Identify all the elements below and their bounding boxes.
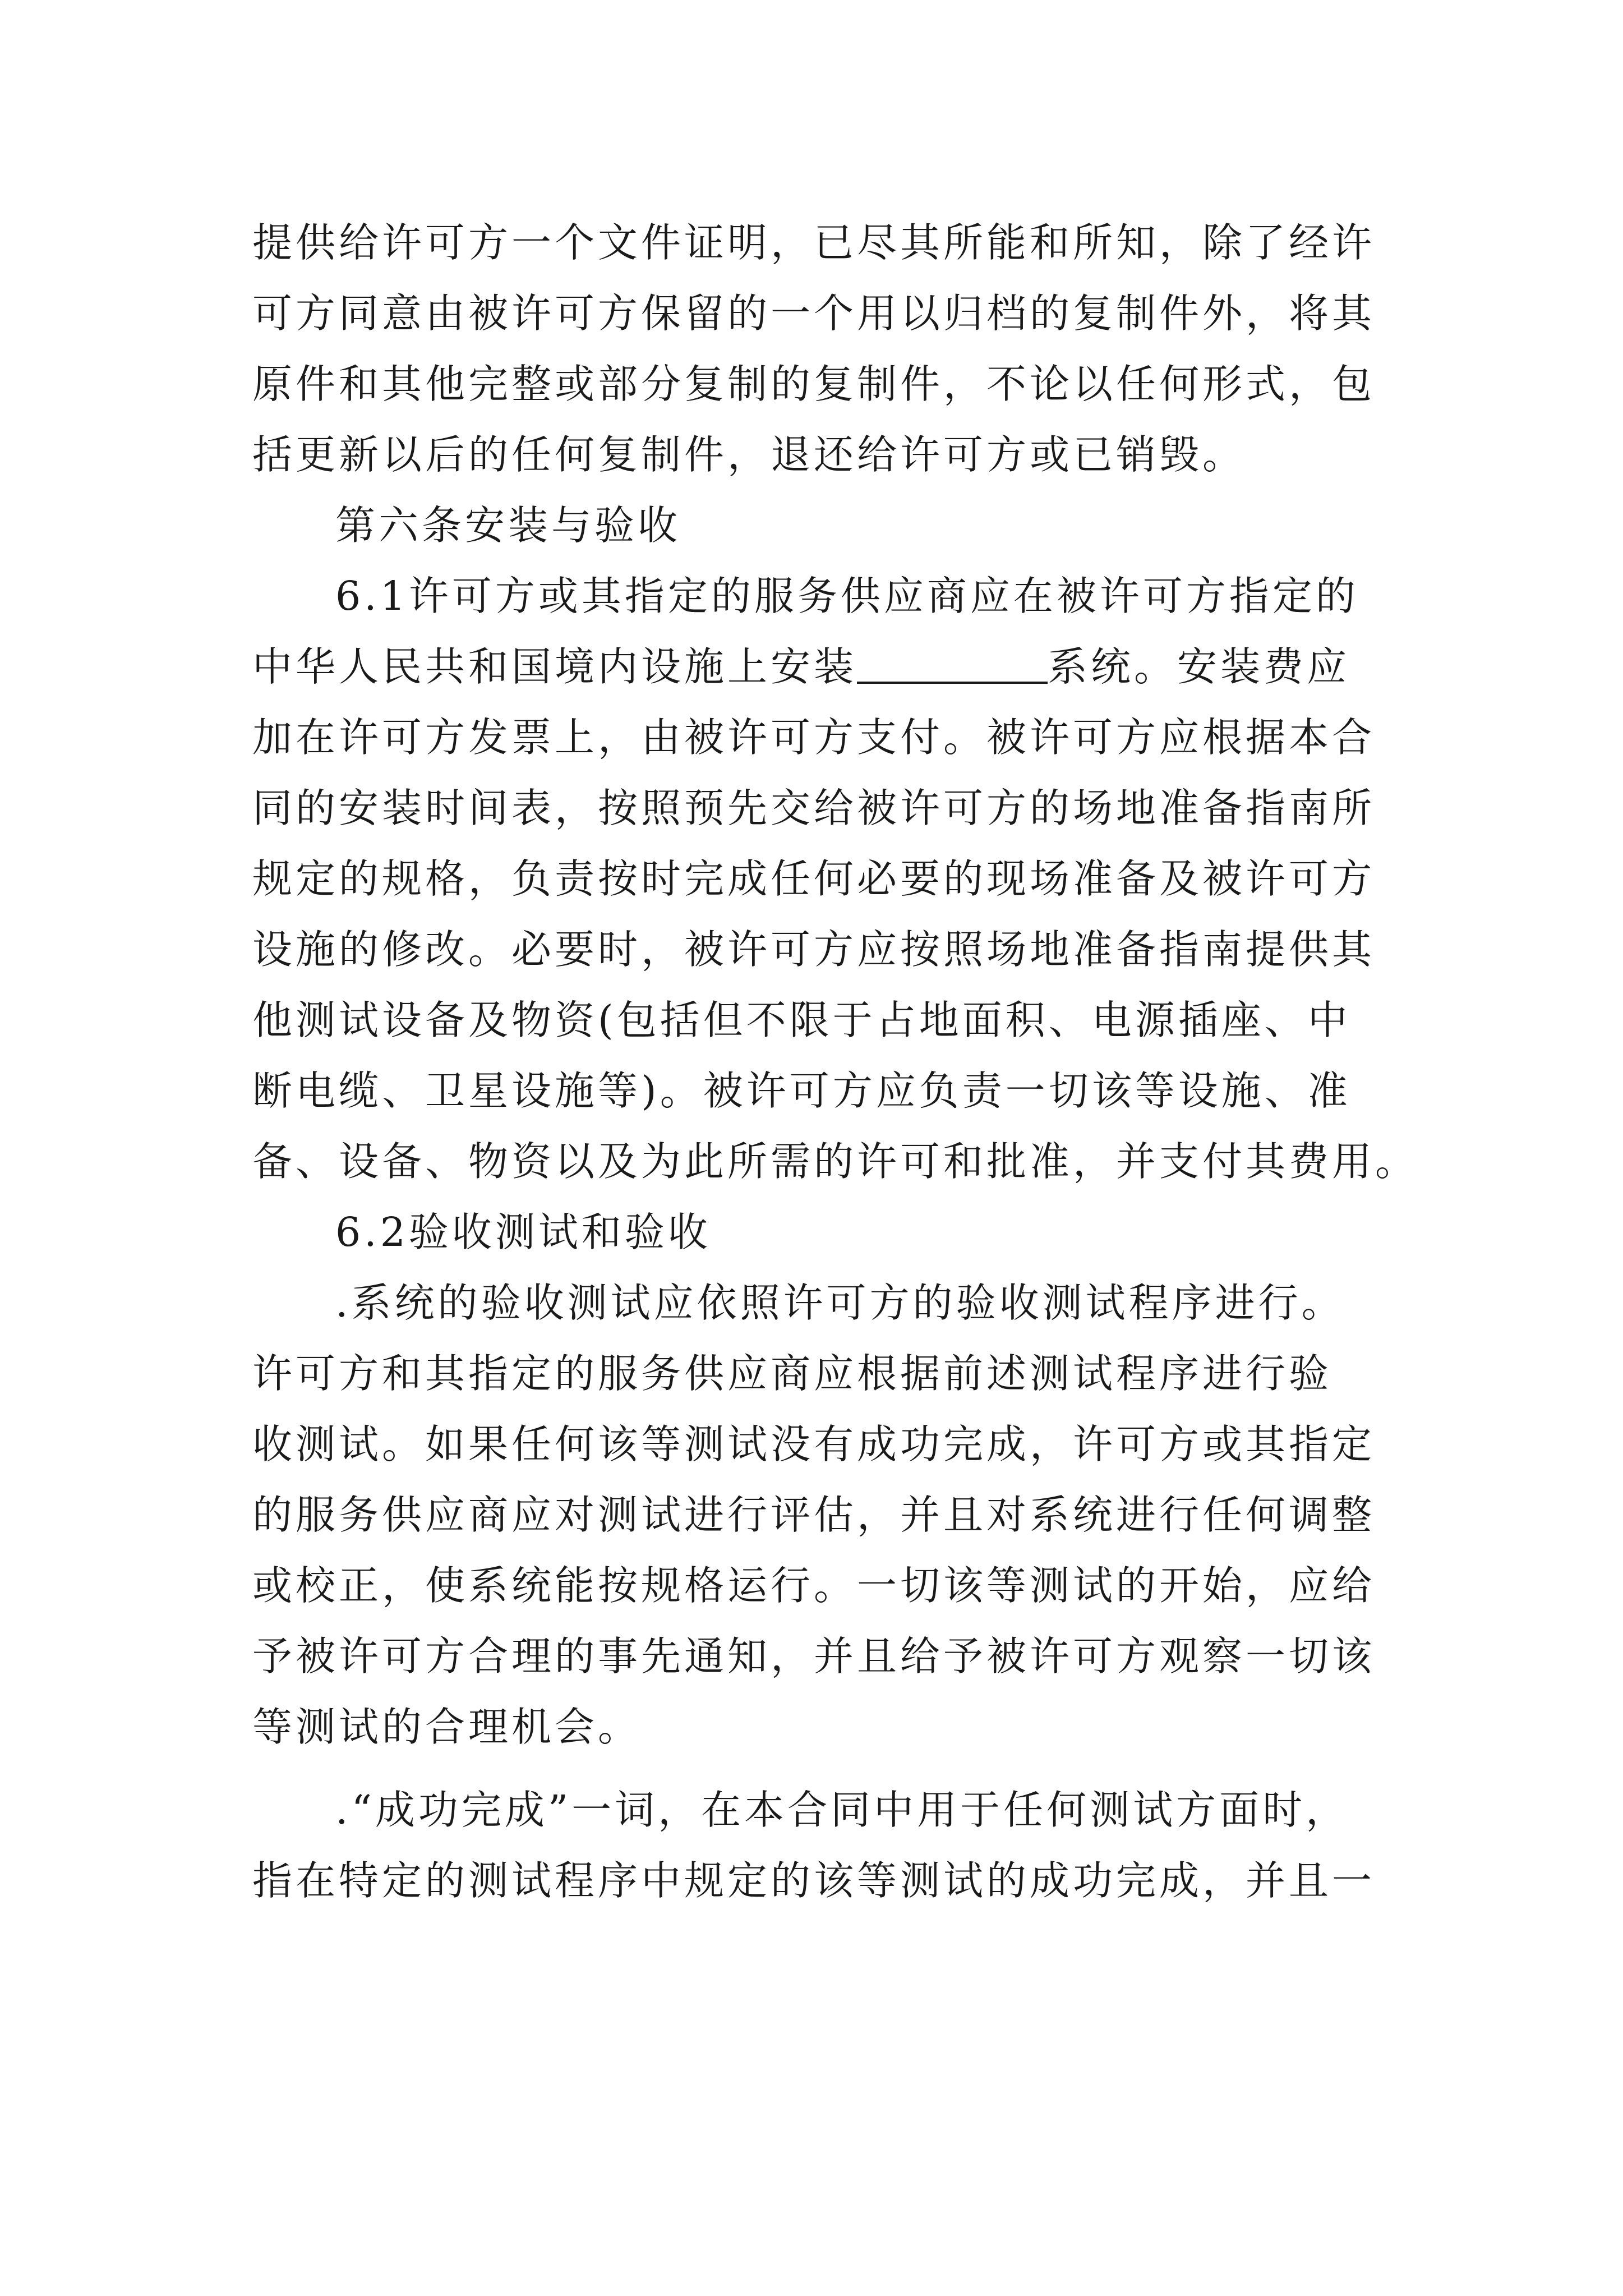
- paragraph-line: 原件和其他完整或部分复制的复制件，不论以任何形式，包: [252, 361, 1376, 407]
- clause-6-1-line: 断电缆、卫星设施等)。被许可方应负责一切该等设施、准: [252, 1068, 1351, 1114]
- clause-text: 系统。安装费应: [1048, 643, 1350, 690]
- clause-6-2-b-line: .“成功完成”一词，在本合同中用于任何测试方面时，: [335, 1787, 1349, 1833]
- clause-6-2-a-line: 予被许可方合理的事先通知，并且给予被许可方观察一切该: [252, 1633, 1376, 1680]
- paragraph-line: 提供给许可方一个文件证明，已尽其所能和所知，除了经许: [252, 219, 1376, 266]
- clause-6-1-line: 设施的修改。必要时，被许可方应按照场地准备指南提供其: [252, 926, 1376, 973]
- clause-6-1-line: 同的安装时间表，按照预先交给被许可方的场地准备指南所: [252, 785, 1376, 831]
- clause-6-2-a-line: 收测试。如果任何该等测试没有成功完成，许可方或其指定: [252, 1421, 1376, 1467]
- fill-in-blank: [857, 648, 1048, 684]
- paragraph-line: 括更新以后的任何复制件，退还给许可方或已销毁。: [252, 431, 1246, 478]
- clause-6-2-b-line: 指在特定的测试程序中规定的该等测试的成功完成，并且一: [252, 1857, 1376, 1904]
- clause-6-2-a-line: 等测试的合理机会。: [252, 1704, 642, 1750]
- clause-6-1-line: 备、设备、物资以及为此所需的许可和批准，并支付其费用。: [252, 1138, 1419, 1185]
- article-heading: 第六条安装与验收: [335, 502, 681, 549]
- clause-6-1-line: 加在许可方发票上，由被许可方支付。被许可方应根据本合: [252, 714, 1376, 761]
- clause-6-1-line-with-blank: [252, 632, 1385, 702]
- document-body: [252, 208, 1419, 1916]
- clause-6-2-a-line: 的服务供应商应对测试进行评估，并且对系统进行任何调整: [252, 1492, 1376, 1538]
- paragraph-gap: [252, 1763, 1385, 1775]
- clause-6-1-line: 规定的规格，负责按时完成任何必要的现场准备及被许可方: [252, 855, 1376, 902]
- clause-heading: 6.2验收测试和验收: [335, 1209, 711, 1255]
- clause-6-1-line: 6.1许可方或其指定的服务供应商应在被许可方指定的: [335, 573, 1359, 619]
- clause-6-1-line: 他测试设备及物资(包括但不限于占地面积、电源插座、中: [252, 997, 1351, 1043]
- clause-6-2-a-line: 或校正，使系统能按规格运行。一切该等测试的开始，应给: [252, 1562, 1376, 1609]
- paragraph-line: 可方同意由被许可方保留的一个用以归档的复制件外，将其: [252, 290, 1376, 337]
- clause-text: 中华人民共和国境内设施上安装: [252, 643, 857, 690]
- clause-6-2-a-line: .系统的验收测试应依照许可方的验收测试程序进行。: [335, 1280, 1345, 1326]
- clause-6-2-a-line: 许可方和其指定的服务供应商应根据前述测试程序进行验: [252, 1350, 1332, 1397]
